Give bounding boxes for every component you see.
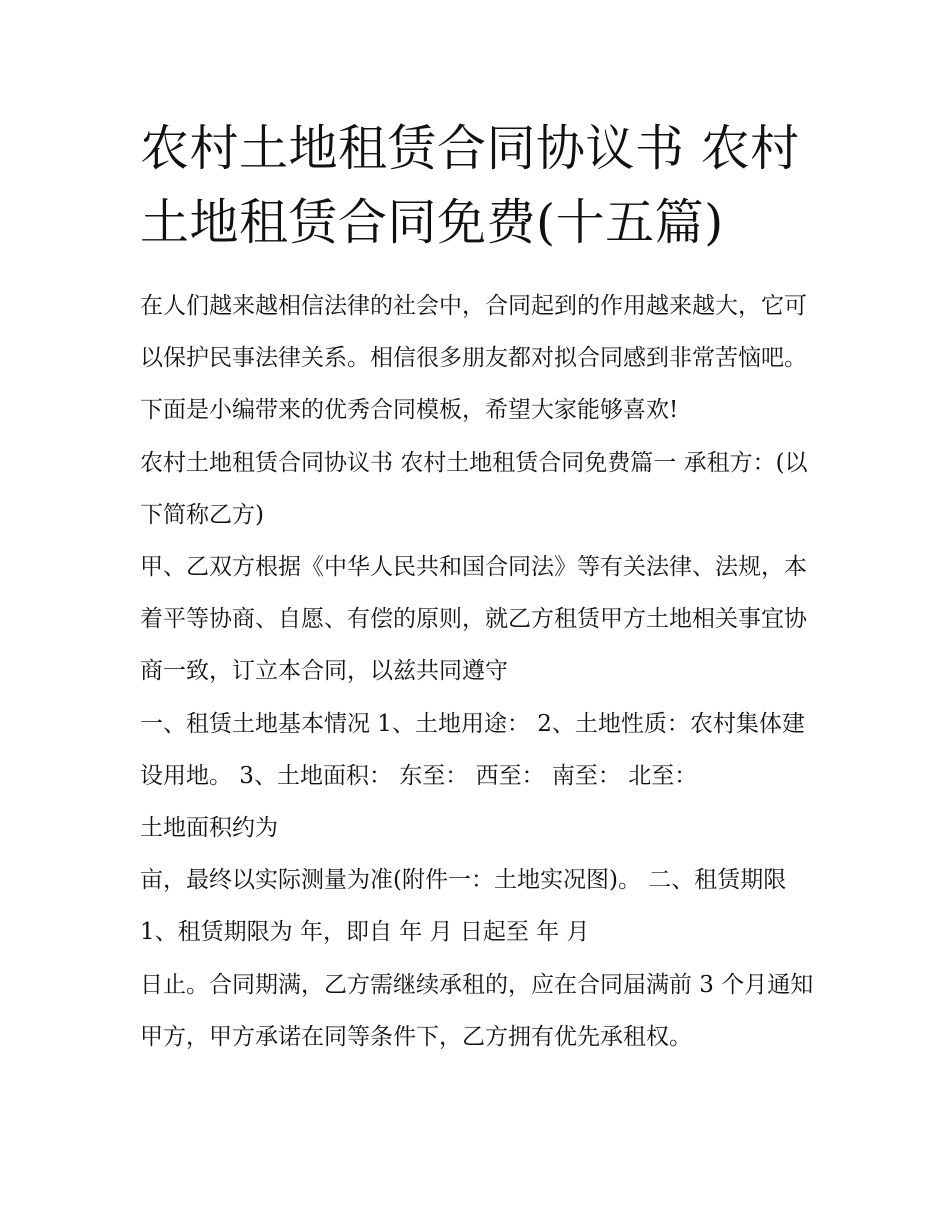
- paragraph-part-one-heading: 农村土地租赁合同协议书 农村土地租赁合同免费篇一 承租方：(以下简称乙方): [140, 449, 808, 528]
- document-page: [140, 112, 820, 1063]
- document-body: [140, 280, 820, 1063]
- paragraph-lease-renewal: 日止。合同期满，乙方需继续承租的，应在合同届满前 3 个月通知甲方，甲方承诺在同等条件下，乙方拥有优先承租权。: [140, 971, 814, 1050]
- paragraph-land-basic-info: 一、租赁土地基本情况 1、土地用途： 2、土地性质：农村集体建设用地。 3、土地面积： 东至： 西至： 南至： 北至：: [140, 710, 805, 789]
- paragraph-lease-term: 亩，最终以实际测量为准(附件一：土地实况图)。 二、租赁期限 1、租赁期限为 年，即自 年 月 日起至 年 月: [140, 867, 787, 946]
- paragraph-land-area: 土地面积约为: [140, 815, 278, 842]
- paragraph-preamble: 甲、乙双方根据《中华人民共和国合同法》等有关法律、法规，本着平等协商、自愿、有偿的原则，就乙方租赁甲方土地相关事宜协商一致，订立本合同，以兹共同遵守: [140, 554, 807, 685]
- paragraph-intro: 在人们越来越相信法律的社会中，合同起到的作用越来越大，它可以保护民事法律关系。相信很多朋友都对拟合同感到非常苦恼吧。下面是小编带来的优秀合同模板，希望大家能够喜欢!: [140, 293, 807, 424]
- document-title: 农村土地租赁合同协议书 农村土地租赁合同免费(十五篇): [140, 120, 800, 251]
